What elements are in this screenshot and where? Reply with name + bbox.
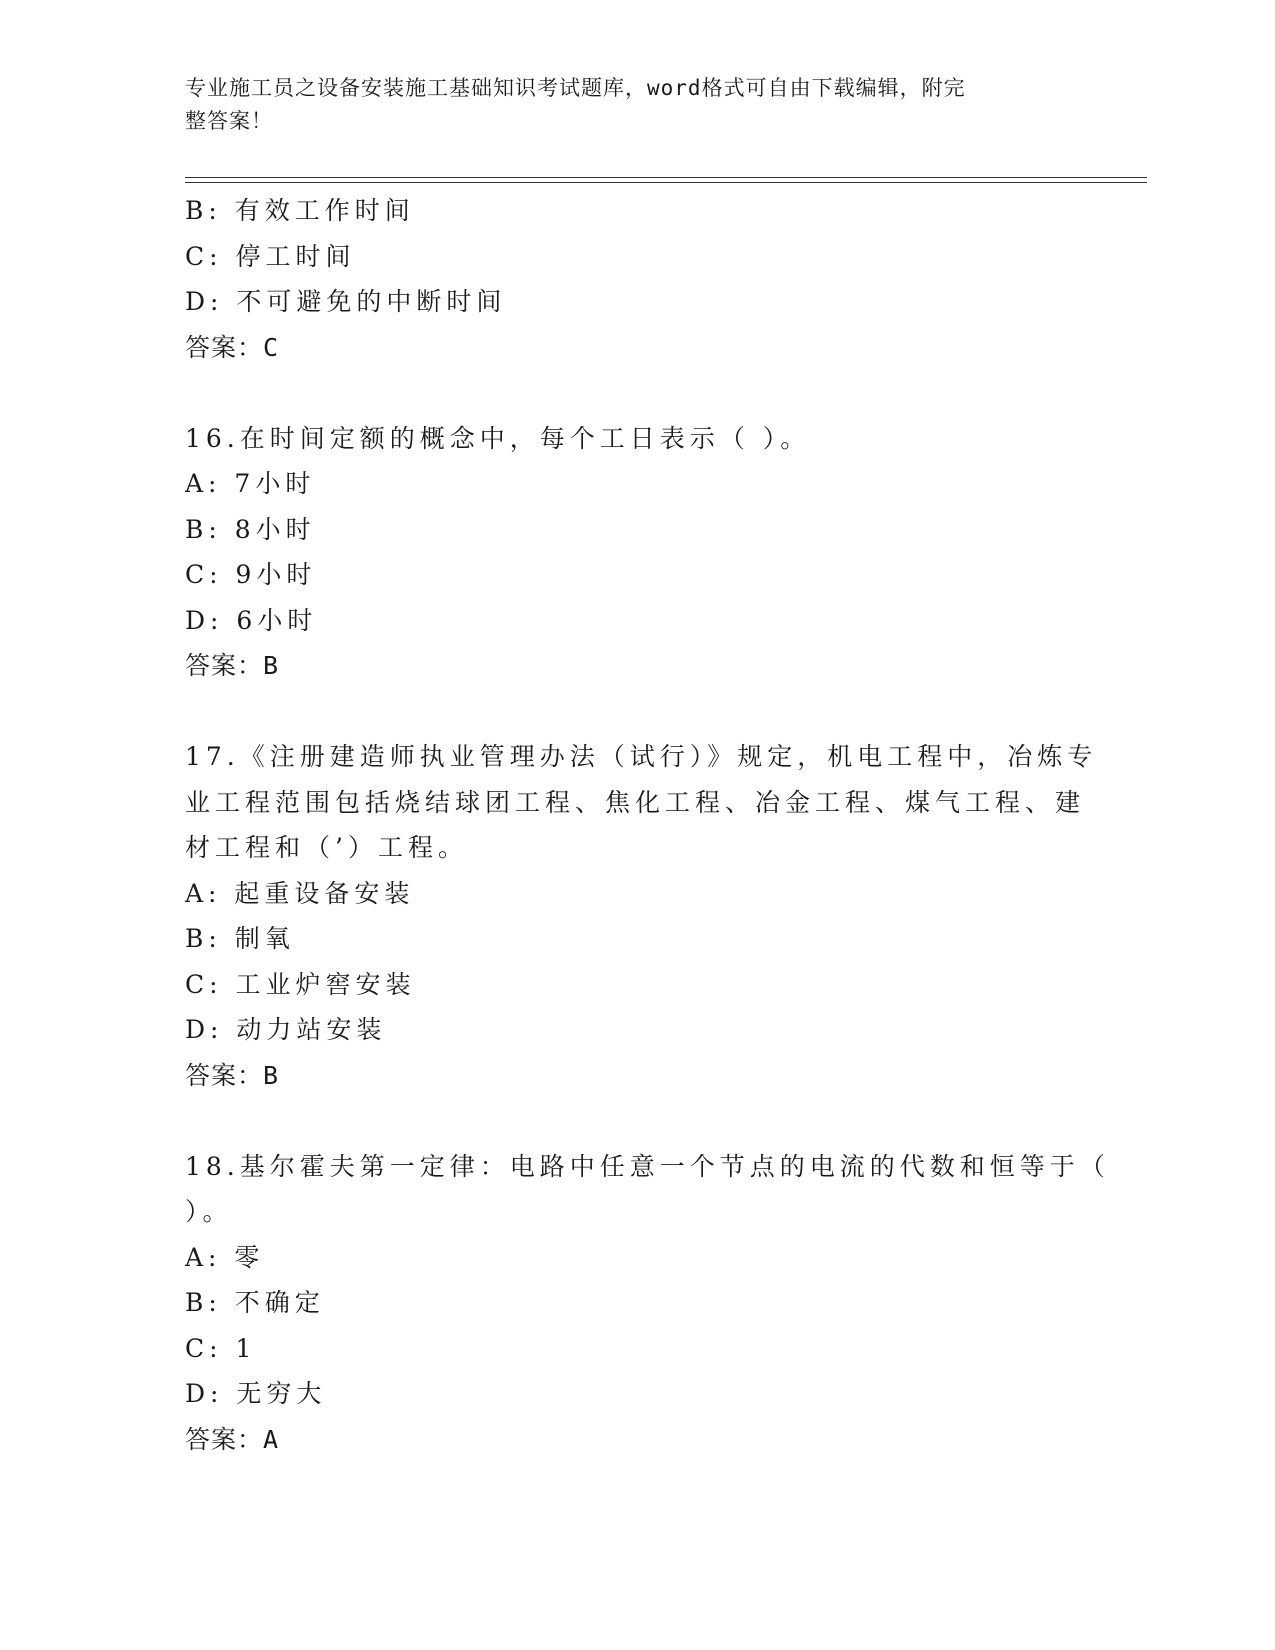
option-d: D: 6小时	[185, 605, 318, 635]
question-16	[185, 416, 1085, 689]
answer-line: 答案：C	[185, 332, 280, 362]
header-line-1: 专业施工员之设备安装施工基础知识考试题库，word格式可自由下载编辑，附完	[185, 76, 966, 100]
spacer	[185, 1098, 1085, 1144]
header-line-2: 整答案！	[185, 109, 273, 133]
question-text: 材工程和（’）工程。	[185, 833, 468, 862]
spacer	[185, 370, 1085, 416]
option-b: B: 不确定	[185, 1288, 325, 1317]
spacer	[185, 689, 1085, 735]
option-a: A: 零	[185, 1242, 265, 1272]
question-text: 业工程范围包括烧结球团工程、焦化工程、冶金工程、煤气工程、建	[185, 787, 1086, 817]
header-divider-bottom	[185, 182, 1147, 183]
answer-line: 答案：B	[185, 651, 280, 680]
question-content	[185, 188, 1110, 1462]
question-text: 18.基尔霍夫第一定律：电路中任意一个节点的电流的代数和恒等于（	[185, 1151, 1110, 1181]
question-18	[185, 1144, 1110, 1463]
option-b: B: 有效工作时间	[185, 196, 415, 225]
question-text: ）。	[185, 1197, 233, 1226]
option-c: C: 停工时间	[185, 241, 356, 271]
question-17	[185, 734, 1098, 1098]
answer-line: 答案：A	[185, 1424, 280, 1454]
option-d: D: 无穷大	[185, 1379, 327, 1408]
option-d: D: 不可避免的中断时间	[185, 287, 507, 316]
document-header	[185, 72, 1065, 138]
answer-line: 答案：B	[185, 1060, 280, 1090]
option-b: B: 8小时	[185, 514, 316, 544]
question-text: 17.《注册建造师执业管理办法（试行）》规定，机电工程中，冶炼专	[185, 742, 1098, 771]
question-15-tail	[185, 188, 1085, 370]
option-a: A: 7小时	[185, 469, 316, 498]
question-text: 16.在时间定额的概念中，每个工日表示（ ）。	[185, 423, 811, 453]
option-d: D: 动力站安装	[185, 1015, 387, 1044]
option-a: A: 起重设备安装	[185, 878, 415, 908]
option-b: B: 制氧	[185, 924, 295, 953]
header-divider-top	[185, 177, 1147, 178]
option-c: C: 9小时	[185, 560, 317, 589]
option-c: C: 1	[185, 1333, 257, 1363]
option-c: C: 工业炉窖安装	[185, 969, 416, 999]
